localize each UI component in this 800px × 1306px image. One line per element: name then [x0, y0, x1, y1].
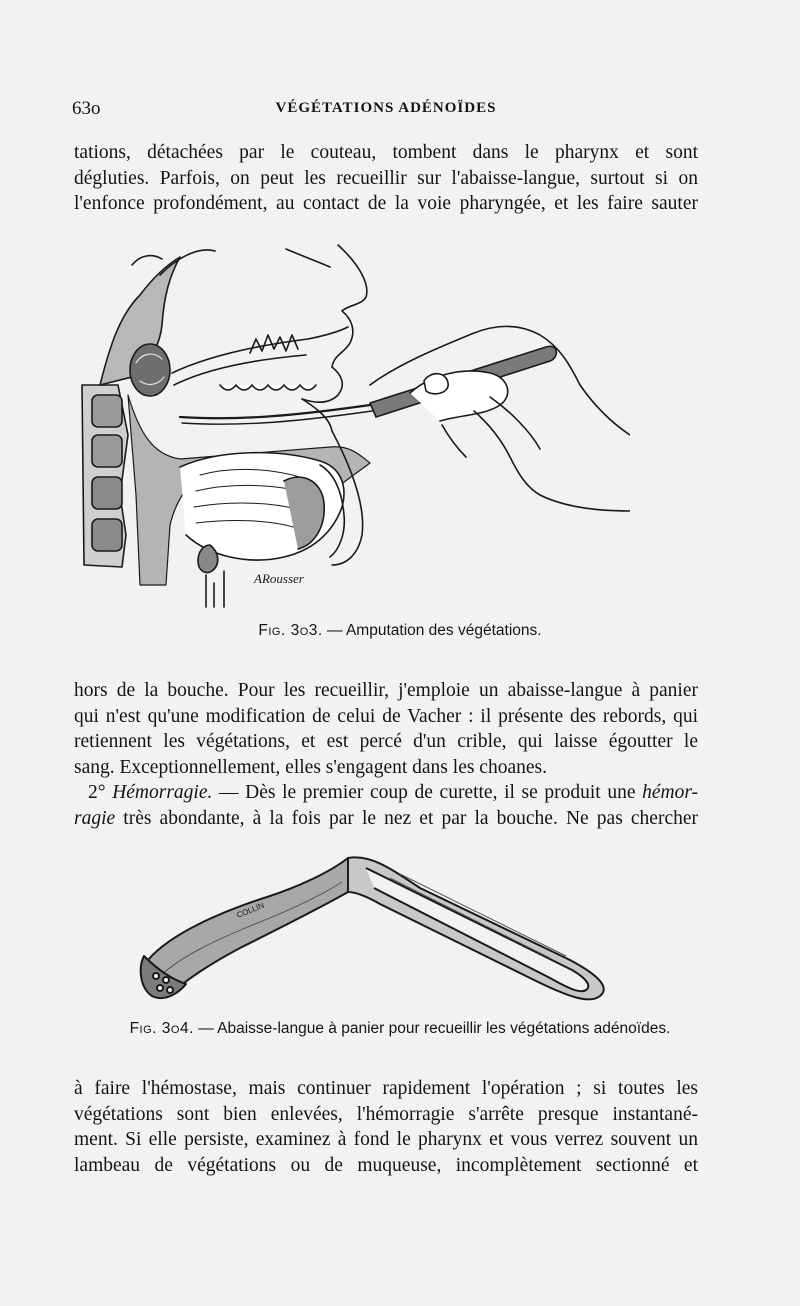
- text-line: sang. Exceptionnellement, elles s'engagent dans les choanes.: [74, 756, 547, 778]
- figure-303-illustration: [70, 235, 630, 615]
- text-line: retiennent les végétations, et est percé d'un crible, qui laisse égoutter le: [74, 731, 698, 752]
- text-fragment: très abondante, à la fois par le nez et par la bouche. Ne pas chercher: [123, 807, 698, 829]
- text-line: ment. Si elle persiste, examinez à fond le pharynx et vous verrez souvent un: [74, 1129, 698, 1150]
- running-title: VÉGÉTATIONS ADÉNOÏDES: [275, 100, 497, 116]
- section-title: Hémorragie.: [112, 782, 213, 803]
- paragraph-4: [74, 1076, 698, 1178]
- text-line: végétations sont bien enlevées, l'hémorragie s'arrête presque instantané-: [74, 1103, 698, 1125]
- text-fragment: — Dès le premier coup de curette, il se produit une: [219, 782, 636, 803]
- figure-303-caption: [0, 622, 800, 640]
- text-line: dégluties. Parfois, on peut les recueillir sur l'abaisse-langue, surtout si on: [74, 167, 698, 189]
- figure-label: Fig. 3o3.: [258, 622, 323, 639]
- figure-304-illustration: [130, 848, 620, 1008]
- caption-text: — Amputation des végétations.: [327, 622, 542, 639]
- figure-304-caption: [0, 1020, 800, 1038]
- emphasis: ragie: [74, 807, 116, 829]
- text-line: l'enfonce profondément, au contact de la voie pharyngée, et les faire sauter: [74, 193, 698, 214]
- tongue-depressor-drawing: [130, 848, 620, 1008]
- figure-label: Fig. 3o4.: [129, 1020, 194, 1037]
- page-number: 63o: [72, 98, 101, 119]
- paragraph-3-line-1: [74, 780, 698, 806]
- adenoid-amputation-drawing: [70, 235, 630, 615]
- text-line: à faire l'hémostase, mais continuer rapidement l'opération ; si toutes les: [74, 1078, 698, 1099]
- text-line: tations, détachées par le couteau, tombent dans le pharynx et sont: [74, 142, 698, 163]
- text-line: lambeau de végétations ou de muqueuse, incomplètement sectionné et: [74, 1154, 698, 1176]
- caption-text: — Abaisse-langue à panier pour recueillir les végétations adénoïdes.: [198, 1020, 671, 1037]
- paragraph-1: [74, 140, 698, 217]
- emphasis: hémor-: [642, 782, 699, 803]
- paragraph-2: [74, 678, 698, 831]
- text-line: qui n'est qu'une modification de celui de Vacher : il présente des rebords, qui: [74, 705, 698, 727]
- section-number: 2°: [88, 782, 106, 803]
- paragraph-3-line-2: [74, 806, 698, 832]
- text-line: hors de la bouche. Pour les recueillir, j'emploie un abaisse-langue à panier: [74, 680, 698, 701]
- maker-engraving: COLLIN: [235, 900, 266, 920]
- illustrator-signature: ARousser: [254, 571, 304, 586]
- running-head: [72, 98, 700, 122]
